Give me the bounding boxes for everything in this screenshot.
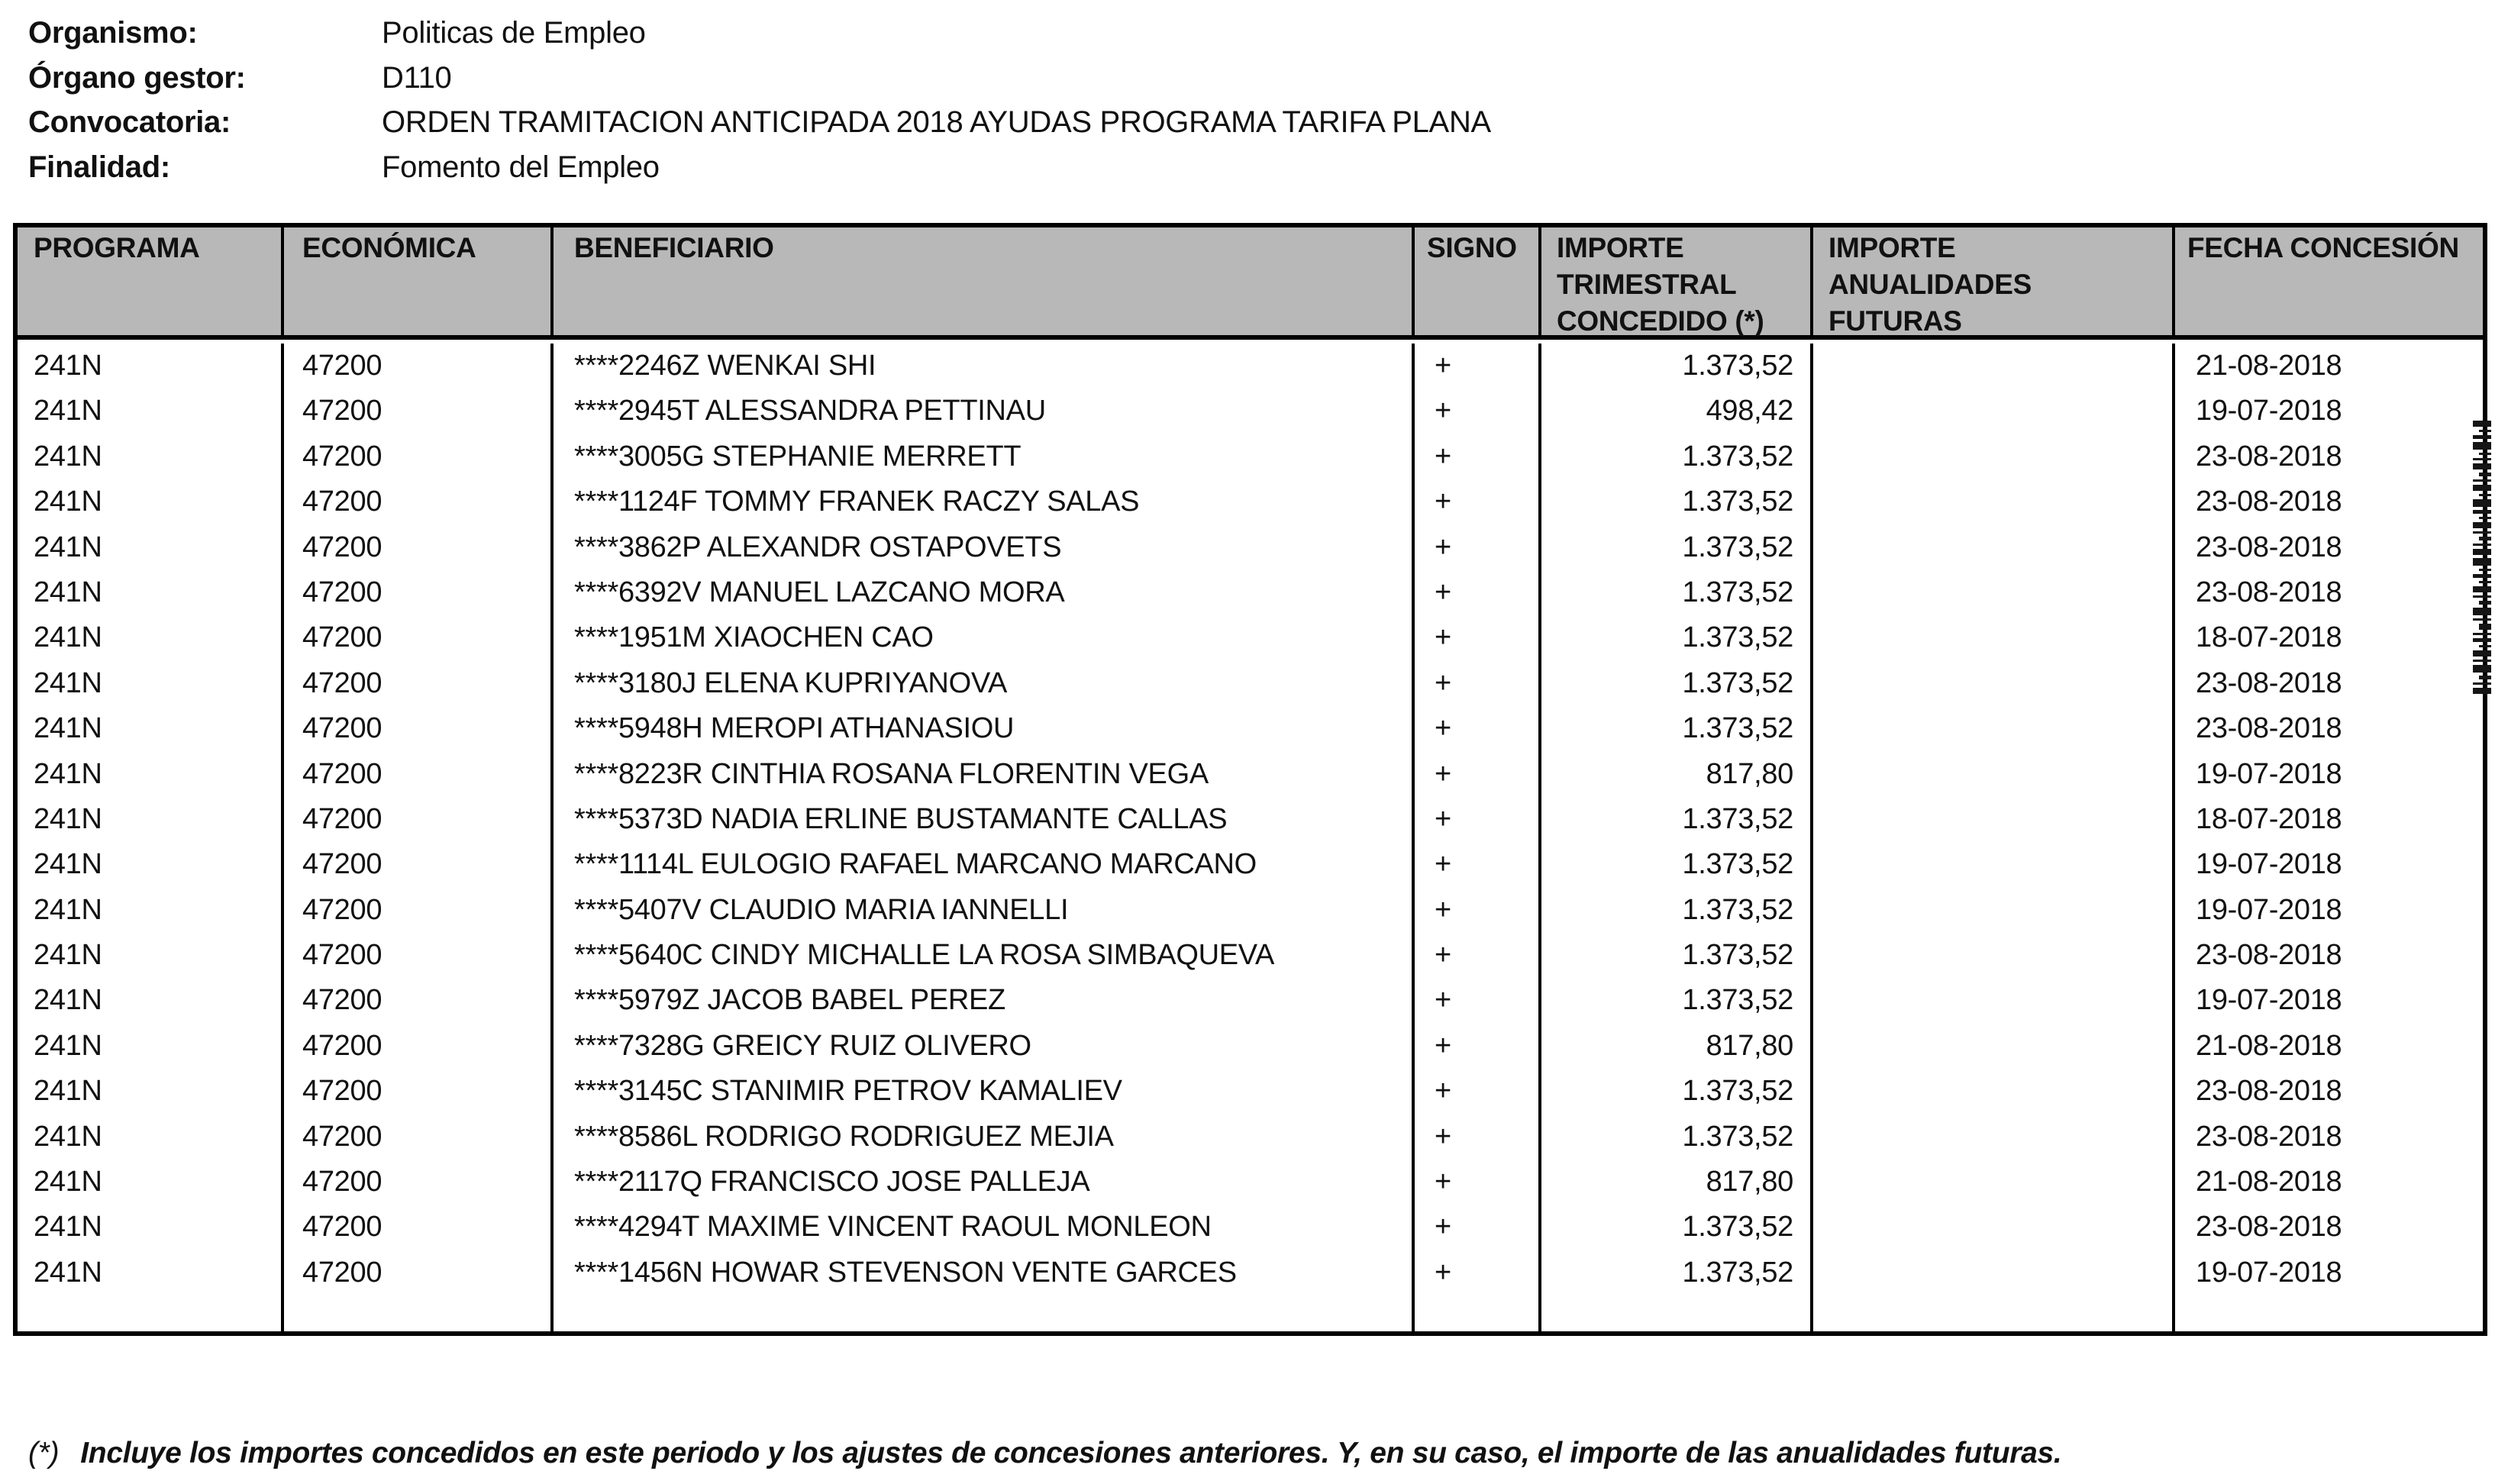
cell-importe-anualidades [1813,434,2175,479]
barcode-bar [2473,650,2491,657]
barcode-bar [2473,463,2491,469]
header-cell-importe-anualidades: IMPORTE ANUALIDADES FUTURAS [1813,227,2175,340]
cell-programa: 241N [18,1205,284,1250]
cell-signo: + [1415,1205,1541,1250]
cell-programa: 241N [18,615,284,660]
cell-importe-anualidades [1813,752,2175,797]
barcode-bar [2473,442,2491,450]
cell-economica: 47200 [284,1250,554,1295]
filler-cell [18,1295,284,1331]
barcode-bar [2473,479,2491,482]
concessions-table [13,223,2487,1336]
cell-importe-trimestral: 1.373,52 [1541,1115,1813,1160]
cell-economica: 47200 [284,389,554,434]
cell-signo: + [1415,615,1541,660]
cell-beneficiario: ****3145C STANIMIR PETROV KAMALIEV [554,1069,1415,1114]
convocatoria-value: ORDEN TRAMITACION ANTICIPADA 2018 AYUDAS PROGRAMA TARIFA PLANA [382,105,1491,139]
barcode-bar [2479,676,2491,679]
cell-programa: 241N [18,389,284,434]
cell-economica: 47200 [284,706,554,751]
barcode-bar [2473,558,2491,566]
cell-importe-trimestral: 1.373,52 [1541,525,1813,570]
cell-importe-trimestral: 1.373,52 [1541,933,1813,978]
meta-row-convocatoria [28,100,2013,145]
organo-gestor-label: Órgano gestor: [28,60,246,95]
cell-signo: + [1415,661,1541,706]
filler-cell [2175,1295,2483,1331]
cell-importe-trimestral: 1.373,52 [1541,615,1813,660]
barcode-bar [2479,453,2491,455]
organo-gestor-value: D110 [382,60,452,95]
barcode-bar [2473,549,2491,555]
cell-signo: + [1415,1115,1541,1160]
cell-importe-anualidades [1813,706,2175,751]
cell-importe-trimestral: 1.373,52 [1541,1205,1813,1250]
cell-economica: 47200 [284,615,554,660]
cell-importe-anualidades [1813,797,2175,842]
cell-importe-anualidades [1813,842,2175,887]
cell-economica: 47200 [284,344,554,389]
barcode-bar [2473,531,2491,534]
cell-beneficiario: ****1124F TOMMY FRANEK RACZY SALAS [554,479,1415,524]
cell-importe-trimestral: 817,80 [1541,1024,1813,1069]
table-body [18,340,2483,1331]
filler-cell [284,1295,554,1331]
cell-economica: 47200 [284,479,554,524]
cell-beneficiario: ****8223R CINTHIA ROSANA FLORENTIN VEGA [554,752,1415,797]
cell-economica: 47200 [284,752,554,797]
cell-beneficiario: ****5640C CINDY MICHALLE LA ROSA SIMBAQUEVA [554,933,1415,978]
organismo-value: Politicas de Empleo [382,16,646,50]
cell-fecha-concesion: 23-08-2018 [2196,1120,2342,1153]
cell-signo: + [1415,978,1541,1023]
cell-importe-trimestral: 1.373,52 [1541,842,1813,887]
barcode [2473,421,2491,694]
barcode-bar [2473,499,2491,507]
cell-importe-trimestral: 1.373,52 [1541,888,1813,933]
cell-programa: 241N [18,344,284,389]
barcode-bar [2473,522,2491,528]
barcode-bar [2473,618,2491,621]
cell-importe-anualidades [1813,888,2175,933]
barcode-bar [2479,645,2491,647]
cell-programa: 241N [18,525,284,570]
barcode-bar [2473,510,2491,514]
cell-programa: 241N [18,797,284,842]
cell-signo: + [1415,706,1541,751]
cell-programa: 241N [18,842,284,887]
cell-importe-trimestral: 1.373,52 [1541,706,1813,751]
cell-signo: + [1415,570,1541,615]
cell-beneficiario: ****2117Q FRANCISCO JOSE PALLEJA [554,1160,1415,1205]
cell-importe-anualidades [1813,479,2175,524]
barcode-bar [2473,574,2491,578]
cell-beneficiario: ****3005G STEPHANIE MERRETT [554,434,1415,479]
cell-importe-anualidades [1813,1205,2175,1250]
cell-importe-trimestral: 1.373,52 [1541,344,1813,389]
finalidad-label: Finalidad: [28,150,170,184]
meta-row-finalidad [28,145,2013,190]
cell-beneficiario: ****2945T ALESSANDRA PETTINAU [554,389,1415,434]
cell-beneficiario: ****5979Z JACOB BABEL PEREZ [554,978,1415,1023]
meta-row-organo-gestor [28,56,2013,101]
footnote-marker: (*) [28,1437,60,1469]
cell-fecha-concesion: 23-08-2018 [2196,486,2342,518]
cell-fecha-concesion: 23-08-2018 [2196,666,2342,699]
cell-economica: 47200 [284,661,554,706]
cell-fecha-concesion: 23-08-2018 [2196,712,2342,745]
cell-signo: + [1415,933,1541,978]
cell-programa: 241N [18,706,284,751]
cell-beneficiario: ****5373D NADIA ERLINE BUSTAMANTE CALLAS [554,797,1415,842]
cell-beneficiario: ****1114L EULOGIO RAFAEL MARCANO MARCANO [554,842,1415,887]
header-cell-beneficiario: BENEFICIARIO [554,227,1415,340]
cell-beneficiario: ****7328G GREICY RUIZ OLIVERO [554,1024,1415,1069]
header-cell-programa: PROGRAMA [18,227,284,340]
cell-programa: 241N [18,1160,284,1205]
cell-beneficiario: ****8586L RODRIGO RODRIGUEZ MEJIA [554,1115,1415,1160]
cell-fecha-concesion: 23-08-2018 [2196,939,2342,972]
convocatoria-label: Convocatoria: [28,105,231,139]
cell-programa: 241N [18,752,284,797]
cell-economica: 47200 [284,525,554,570]
cell-beneficiario: ****2246Z WENKAI SHI [554,344,1415,389]
cell-economica: 47200 [284,842,554,887]
cell-programa: 241N [18,933,284,978]
filler-cell [1541,1295,1813,1331]
cell-importe-anualidades [1813,1115,2175,1160]
cell-signo: + [1415,389,1541,434]
cell-beneficiario: ****6392V MANUEL LAZCANO MORA [554,570,1415,615]
cell-signo: + [1415,479,1541,524]
header-cell-fecha-concesion: FECHA CONCESIÓN [2187,232,2459,263]
barcode-bar [2473,638,2491,642]
cell-importe-anualidades [1813,344,2175,389]
cell-economica: 47200 [284,933,554,978]
barcode-bar [2479,581,2491,583]
cell-economica: 47200 [284,1160,554,1205]
cell-programa: 241N [18,1250,284,1295]
cell-importe-trimestral: 1.373,52 [1541,1250,1813,1295]
cell-importe-anualidades [1813,1250,2175,1295]
cell-programa: 241N [18,1024,284,1069]
cell-importe-trimestral: 1.373,52 [1541,1069,1813,1114]
barcode-bar [2479,624,2491,630]
barcode-bar [2473,544,2491,546]
filler-cell [1813,1295,2175,1331]
cell-importe-trimestral: 1.373,52 [1541,570,1813,615]
cell-importe-trimestral: 1.373,52 [1541,434,1813,479]
cell-signo: + [1415,525,1541,570]
cell-importe-anualidades [1813,933,2175,978]
barcode-bar [2473,435,2491,439]
header-cell-signo: SIGNO [1415,227,1541,340]
barcode-bar [2473,682,2491,685]
cell-importe-anualidades [1813,978,2175,1023]
cell-beneficiario: ****3180J ELENA KUPRIYANOVA [554,661,1415,706]
barcode-bar [2479,473,2491,476]
cell-economica: 47200 [284,888,554,933]
barcode-bar [2473,421,2491,427]
cell-fecha-concesion: 21-08-2018 [2196,1029,2342,1062]
cell-signo: + [1415,752,1541,797]
table-header-row [18,227,2483,340]
cell-economica: 47200 [284,1205,554,1250]
barcode-bar [2473,586,2491,592]
barcode-bar [2479,569,2491,571]
cell-fecha-concesion: 19-07-2018 [2196,984,2342,1017]
barcode-bar [2473,608,2491,615]
cell-fecha-concesion: 23-08-2018 [2196,531,2342,563]
cell-importe-anualidades [1813,1069,2175,1114]
cell-importe-anualidades [1813,1160,2175,1205]
cell-importe-trimestral: 817,80 [1541,752,1813,797]
cell-programa: 241N [18,570,284,615]
cell-programa: 241N [18,1069,284,1114]
cell-fecha-concesion: 23-08-2018 [2196,576,2342,608]
barcode-bar [2473,485,2491,491]
cell-beneficiario: ****1456N HOWAR STEVENSON VENTE GARCES [554,1250,1415,1295]
cell-signo: + [1415,1160,1541,1205]
cell-programa: 241N [18,978,284,1023]
cell-economica: 47200 [284,797,554,842]
cell-importe-anualidades [1813,661,2175,706]
cell-programa: 241N [18,1115,284,1160]
cell-fecha-concesion: 19-07-2018 [2196,757,2342,790]
cell-fecha-concesion: 23-08-2018 [2196,1075,2342,1108]
cell-importe-trimestral: 1.373,52 [1541,479,1813,524]
cell-fecha-concesion: 23-08-2018 [2196,440,2342,473]
cell-signo: + [1415,888,1541,933]
cell-fecha-concesion: 18-07-2018 [2196,621,2342,654]
cell-signo: + [1415,344,1541,389]
cell-programa: 241N [18,479,284,524]
cell-signo: + [1415,797,1541,842]
meta-block [28,11,2013,189]
cell-economica: 47200 [284,434,554,479]
barcode-bar [2473,633,2491,635]
cell-beneficiario: ****1951M XIAOCHEN CAO [554,615,1415,660]
cell-importe-trimestral: 1.373,52 [1541,797,1813,842]
cell-economica: 47200 [284,1024,554,1069]
cell-fecha-concesion: 19-07-2018 [2196,395,2342,427]
cell-fecha-concesion: 19-07-2018 [2196,1256,2342,1289]
filler-cell [554,1295,1415,1331]
barcode-bar [2479,494,2491,496]
header-cell-importe-trimestral: IMPORTE TRIMESTRAL CONCEDIDO (*) [1541,227,1813,340]
cell-economica: 47200 [284,1115,554,1160]
cell-importe-anualidades [1813,570,2175,615]
cell-signo: + [1415,434,1541,479]
footnote [28,1435,2061,1472]
barcode-bar [2479,430,2491,432]
cell-programa: 241N [18,434,284,479]
cell-programa: 241N [18,661,284,706]
barcode-bar [2479,601,2491,605]
cell-beneficiario: ****5948H MEROPI ATHANASIOU [554,706,1415,751]
cell-signo: + [1415,1250,1541,1295]
cell-beneficiario: ****3862P ALEXANDR OSTAPOVETS [554,525,1415,570]
cell-signo: + [1415,1024,1541,1069]
cell-economica: 47200 [284,570,554,615]
cell-importe-trimestral: 498,42 [1541,389,1813,434]
cell-importe-trimestral: 1.373,52 [1541,978,1813,1023]
cell-fecha-concesion: 19-07-2018 [2196,848,2342,881]
header-cell-economica: ECONÓMICA [284,227,554,340]
cell-fecha-concesion: 23-08-2018 [2196,1211,2342,1244]
barcode-bar [2473,665,2491,673]
cell-signo: + [1415,1069,1541,1114]
cell-importe-trimestral: 1.373,52 [1541,661,1813,706]
cell-beneficiario: ****5407V CLAUDIO MARIA IANNELLI [554,888,1415,933]
barcode-bar [2473,660,2491,662]
cell-economica: 47200 [284,978,554,1023]
cell-fecha-concesion: 21-08-2018 [2196,1166,2342,1198]
barcode-bar [2479,537,2491,540]
organismo-label: Organismo: [28,16,198,50]
cell-economica: 47200 [284,1069,554,1114]
cell-signo: + [1415,842,1541,887]
cell-fecha-concesion: 21-08-2018 [2196,350,2342,382]
footnote-text: Incluye los importes concedidos en este periodo y los ajustes de concesiones anteriores. Y, en su caso, el importe de las anualidades futuras. [80,1437,2062,1469]
barcode-bar [2473,458,2491,460]
cell-importe-trimestral: 817,80 [1541,1160,1813,1205]
cell-beneficiario: ****4294T MAXIME VINCENT RAOUL MONLEON [554,1205,1415,1250]
barcode-bar [2479,517,2491,519]
cell-importe-anualidades [1813,615,2175,660]
cell-fecha-concesion: 18-07-2018 [2196,802,2342,835]
barcode-bar [2473,688,2491,694]
cell-importe-anualidades [1813,525,2175,570]
barcode-bar [2473,595,2491,598]
cell-importe-anualidades [1813,1024,2175,1069]
cell-fecha-concesion: 19-07-2018 [2196,893,2342,926]
cell-programa: 241N [18,888,284,933]
meta-row-organismo [28,11,2013,56]
filler-cell [1415,1295,1541,1331]
cell-importe-anualidades [1813,389,2175,434]
finalidad-value: Fomento del Empleo [382,150,660,184]
